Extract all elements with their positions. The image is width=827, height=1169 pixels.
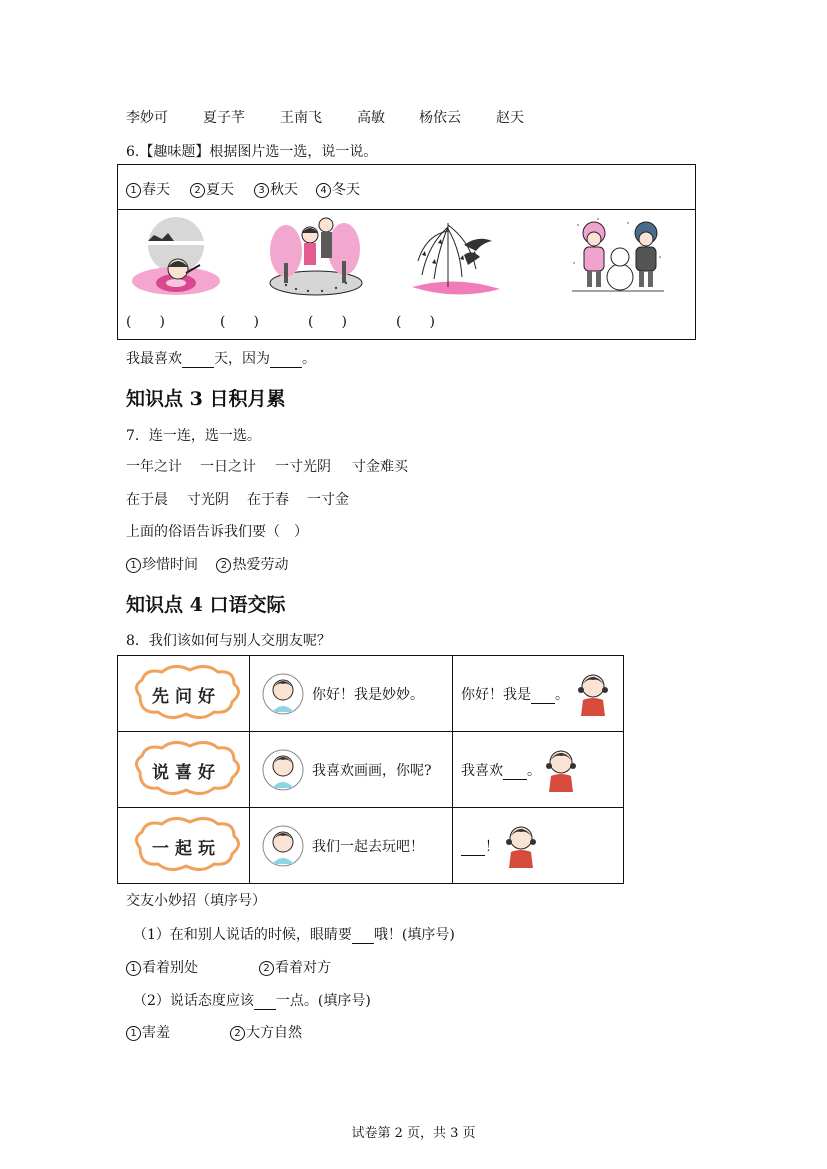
question-6-title: 6.【趣味题】根据图片选一选，说一说。 [126,144,378,160]
girl-cell [453,732,624,808]
tag-label: 先问好 [152,687,221,707]
option-shy[interactable]: 1 害羞 [126,1022,170,1042]
name-item: 杨依云 [419,110,461,126]
boy-avatar-icon [262,746,304,794]
girl-speech: 你好！我是 。 [461,687,569,703]
answer-paren-4[interactable]: ( ) [396,314,435,330]
girl-speech: 我喜欢 。 [461,763,541,779]
tag-label: 说喜好 [152,763,221,783]
table-row [118,732,624,808]
spring-trees-illustration [266,213,366,299]
boy-avatar-icon [262,670,304,718]
answer-paren-1[interactable]: ( ) [126,314,165,330]
option-cherish-time[interactable]: 1 珍惜时间 [126,557,198,573]
idiom-row-1 [126,456,446,476]
fill-blank[interactable] [503,763,527,780]
fill-blank[interactable] [182,351,214,368]
fill-blank[interactable] [531,687,555,704]
idiom-item[interactable]: 一寸金 [307,492,349,508]
boy-cell [250,732,453,808]
tag-cell [118,808,250,884]
answer-paren-2[interactable]: ( ) [220,314,259,330]
option-look-away[interactable]: 1 看着别处 [126,957,198,977]
option-look-at-other[interactable]: 2 看着对方 [259,957,331,977]
idiom-item[interactable]: 一寸光阴 [275,459,331,475]
table-row [118,656,624,732]
boy-cell [250,808,453,884]
idiom-item[interactable]: 寸金难买 [352,459,408,475]
girl-avatar-icon [573,668,613,718]
season-option-winter: 4 冬天 [316,179,360,199]
tag-cell [118,732,250,808]
idiom-item[interactable]: 寸光阴 [187,492,229,508]
question-6-box [117,164,696,340]
tips-title: 交友小妙招（填序号） [126,893,266,909]
idiom-item[interactable]: 在于晨 [126,492,168,508]
question-8-title: 8．我们该如何与别人交朋友呢？ [126,633,331,649]
option-natural[interactable]: 2 大方自然 [230,1022,302,1042]
sub-question-1: （1）在和别人说话的时候，眼睛要 哦！(填序号) [133,927,455,943]
box-divider [118,209,695,210]
tag-label: 一起玩 [152,839,221,859]
sub-question-2-options [126,1022,426,1042]
boy-cell [250,656,453,732]
girl-avatar-icon [541,744,581,794]
girl-speech: ！ [461,836,499,856]
name-item: 赵天 [496,110,524,126]
idiom-item[interactable]: 一日之计 [200,459,256,475]
boy-speech: 我们一起去玩吧！ [312,839,424,855]
sub-question-2: （2）说话态度应该 一点。(填序号) [133,993,371,1009]
girl-avatar-icon [501,820,541,870]
boy-speech: 你好！我是妙妙。 [312,687,424,703]
question-7-title: 7．连一连，选一选。 [126,428,261,444]
idiom-item[interactable]: 一年之计 [126,459,182,475]
question-7-prompt: 上面的俗语告诉我们要（ ） [126,524,308,540]
name-item: 王南飞 [280,110,322,126]
season-option-autumn: 3 秋天 [254,179,298,199]
boy-avatar-icon [262,822,304,870]
favorite-season-sentence: 我最喜欢 天，因为 。 [126,351,316,367]
fill-blank[interactable] [254,993,276,1010]
tag-cell [118,656,250,732]
name-item: 李妙可 [126,110,168,126]
idiom-row-2 [126,489,446,509]
fill-blank[interactable] [461,839,485,856]
answer-paren-3[interactable]: ( ) [308,314,347,330]
summer-swimming-illustration [128,215,223,299]
table-row [118,808,624,884]
name-item: 高敏 [357,110,385,126]
option-love-labor[interactable]: 2 热爱劳动 [216,557,288,573]
willow-swallow-illustration [408,215,503,299]
fill-blank[interactable] [270,351,302,368]
page-footer: 试卷第 2 页，共 3 页 [351,1126,476,1141]
section-heading-3: 知识点 3 日积月累 [126,388,286,410]
season-option-spring: 1 春天 [126,179,170,199]
fill-blank[interactable] [352,927,374,944]
section-heading-4: 知识点 4 口语交际 [126,594,286,616]
idiom-item[interactable]: 在于春 [247,492,289,508]
sub-question-1-options [126,957,426,977]
girl-cell [453,808,624,884]
girl-cell [453,656,624,732]
winter-snowman-illustration [568,213,668,299]
conversation-table [117,655,624,884]
name-item: 夏子芊 [203,110,245,126]
boy-speech: 我喜欢画画，你呢? [312,763,432,779]
question-7-options [126,554,288,574]
season-option-summer: 2 夏天 [190,179,234,199]
